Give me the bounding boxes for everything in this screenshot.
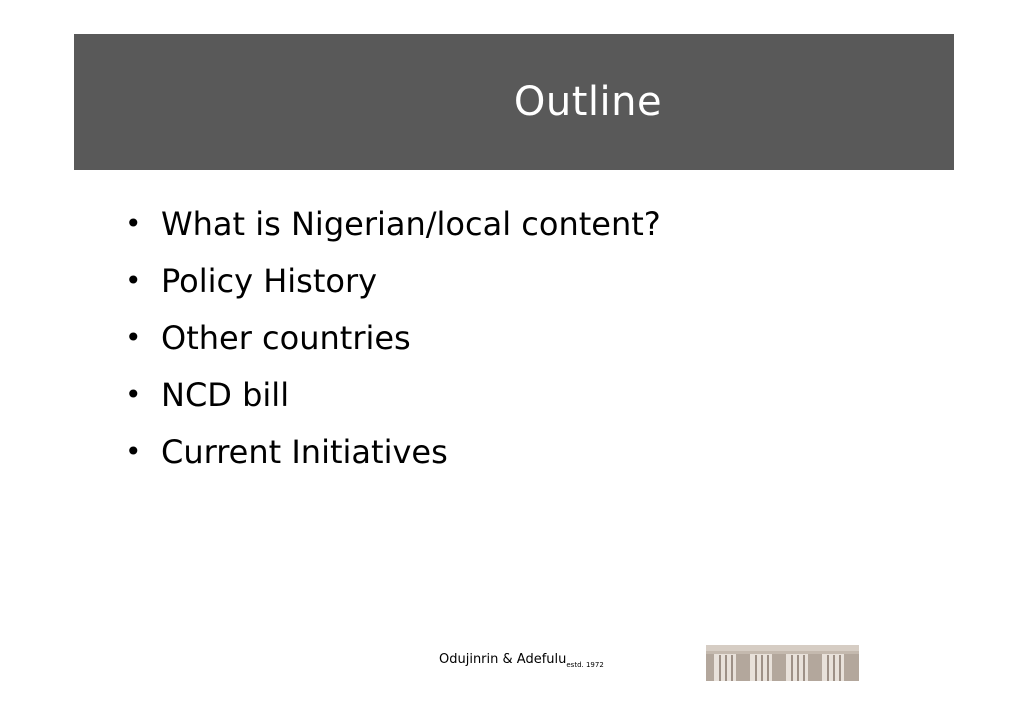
bullet-item [125, 252, 661, 309]
bullet-dot: • [125, 321, 142, 354]
bullet-text: What is Nigerian/local content? [161, 204, 661, 243]
bullet-item [125, 309, 661, 366]
columns-image [706, 645, 859, 681]
footer-text [439, 652, 604, 669]
bullet-text: Other countries [161, 318, 411, 357]
bullet-item [125, 423, 661, 480]
bullet-item [125, 366, 661, 423]
bullet-item [125, 195, 661, 252]
bullet-dot: • [125, 207, 142, 240]
bullet-text: Current Initiatives [161, 432, 448, 471]
bullet-text: NCD bill [161, 375, 290, 414]
bullet-list [125, 195, 661, 480]
firm-name: Odujinrin & Adefulu [439, 652, 567, 667]
title-band [74, 34, 954, 170]
established-year: estd. 1972 [566, 661, 604, 669]
bullet-text: Policy History [161, 261, 378, 300]
bullet-dot: • [125, 435, 142, 468]
bullet-dot: • [125, 378, 142, 411]
bullet-dot: • [125, 264, 142, 297]
classical-columns-icon [706, 645, 859, 681]
slide-title: Outline [513, 79, 663, 125]
